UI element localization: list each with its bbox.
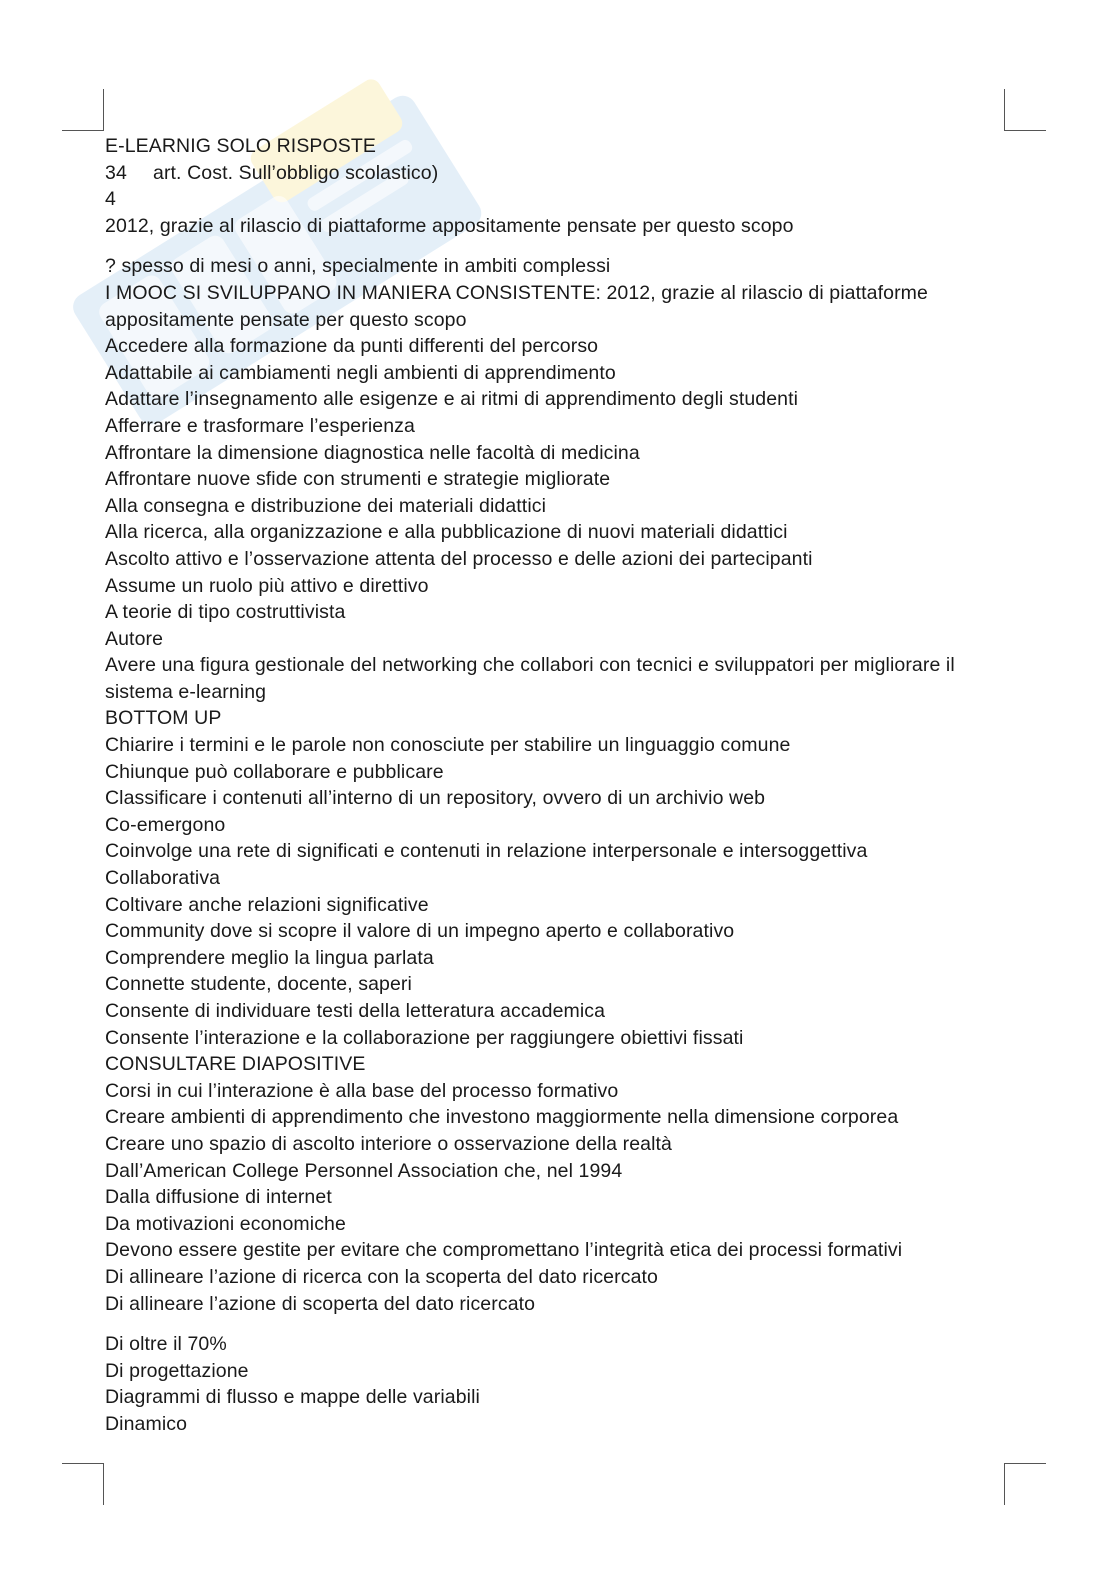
answer-line: A teorie di tipo costruttivista: [105, 601, 346, 624]
header-line: 2012, grazie al rilascio di piattaforme appositamente pensate per questo scopo: [105, 214, 794, 237]
answer-line: Coltivare anche relazioni significative: [105, 893, 429, 916]
answer-line: Avere una figura gestionale del networking che collabori con tecnici e sviluppatori per migliorare il sistema e-learning: [105, 654, 961, 703]
answer-line: CONSULTARE DIAPOSITIVE: [105, 1053, 366, 1076]
answer-line: Classificare i contenuti all’interno di un repository, ovvero di un archivio web: [105, 787, 766, 810]
answers-list-continued: [105, 1331, 1015, 1437]
answer-line: Dinamico: [105, 1412, 188, 1435]
header-number: 34: [105, 161, 127, 184]
answer-line: Connette studente, docente, saperi: [105, 973, 412, 996]
answer-line: Ascolto attivo e l’osservazione attenta del processo e delle azioni dei partecipanti: [105, 547, 813, 570]
answer-line: Di oltre il 70%: [105, 1333, 227, 1356]
answer-line: Comprendere meglio la lingua parlata: [105, 946, 434, 969]
header-line: 4: [105, 188, 116, 211]
answer-line: Chiarire i termini e le parole non conosciute per stabilire un linguaggio comune: [105, 734, 791, 757]
answer-line: Adattabile ai cambiamenti negli ambienti di apprendimento: [105, 361, 616, 384]
answer-line: Creare ambienti di apprendimento che investono maggiormente nella dimensione corporea: [105, 1106, 899, 1129]
crop-mark-bottom-right-h: [1004, 1463, 1046, 1464]
answer-line: Assume un ruolo più attivo e direttivo: [105, 574, 429, 597]
answer-line: Coinvolge una rete di significati e contenuti in relazione interpersonale e intersoggettiva: [105, 840, 868, 863]
answer-line: Devono essere gestite per evitare che compromettano l’integrità etica dei processi formativi: [105, 1239, 903, 1262]
header-text: art. Cost. Sull’obbligo scolastico): [153, 161, 439, 184]
crop-mark-bottom-right-v: [1004, 1463, 1005, 1505]
answer-line: Alla ricerca, alla organizzazione e alla pubblicazione di nuovi materiali didattici: [105, 521, 788, 544]
answer-line: Adattare l’insegnamento alle esigenze e ai ritmi di apprendimento degli studenti: [105, 388, 799, 411]
answer-line: Collaborativa: [105, 867, 221, 890]
answer-line: Affrontare nuove sfide con strumenti e strategie migliorate: [105, 468, 611, 491]
document-body: [105, 133, 1015, 1438]
answer-line: Di progettazione: [105, 1359, 249, 1382]
answer-line: Dalla diffusione di internet: [105, 1186, 332, 1209]
answer-line: Di allineare l’azione di scoperta del dato ricercato: [105, 1292, 536, 1315]
answer-line: Consente di individuare testi della letteratura accademica: [105, 1000, 606, 1022]
answer-line: Diagrammi di flusso e mappe delle variabili: [105, 1386, 480, 1409]
answer-line: Accedere alla formazione da punti differenti del percorso: [105, 335, 599, 358]
crop-mark-bottom-left-h: [62, 1463, 104, 1464]
answer-line: Affrontare la dimensione diagnostica nelle facoltà di medicina: [105, 441, 640, 464]
answer-line: Dall’American College Personnel Association che, nel 1994: [105, 1159, 623, 1182]
answer-line: I MOOC SI SVILUPPANO IN MANIERA CONSISTENTE: 2012, grazie al rilascio di piattaforme appositamente pensate per questo scopo: [105, 281, 934, 331]
answer-line: ? spesso di mesi o anni, specialmente in ambiti complessi: [105, 255, 611, 278]
answer-line: Alla consegna e distribuzione dei materiali didattici: [105, 494, 547, 517]
crop-mark-top-right-v: [1004, 89, 1005, 131]
answer-line: Community dove si scopre il valore di un impegno aperto e collaborativo: [105, 920, 735, 943]
answer-line: Consente l’interazione e la collaborazione per raggiungere obiettivi fissati: [105, 1026, 744, 1049]
crop-mark-bottom-left-v: [103, 1463, 104, 1505]
answer-line: Co-emergono: [105, 813, 226, 836]
answer-line: Da motivazioni economiche: [105, 1212, 346, 1235]
answer-line: Chiunque può collaborare e pubblicare: [105, 760, 444, 783]
answer-line: Autore: [105, 627, 164, 650]
answer-line: BOTTOM UP: [105, 707, 222, 730]
answer-line: Corsi in cui l’interazione è alla base del processo formativo: [105, 1079, 619, 1102]
answer-line: Creare uno spazio di ascolto interiore o osservazione della realtà: [105, 1132, 672, 1155]
document-title: E-LEARNIG SOLO RISPOSTE: [105, 135, 377, 157]
answer-line: Di allineare l’azione di ricerca con la scoperta del dato ricercato: [105, 1265, 658, 1288]
answer-line: Afferrare e trasformare l’esperienza: [105, 414, 415, 437]
answers-list: [105, 253, 1015, 1317]
crop-mark-top-right-h: [1004, 130, 1046, 131]
header-line: [105, 160, 1015, 187]
